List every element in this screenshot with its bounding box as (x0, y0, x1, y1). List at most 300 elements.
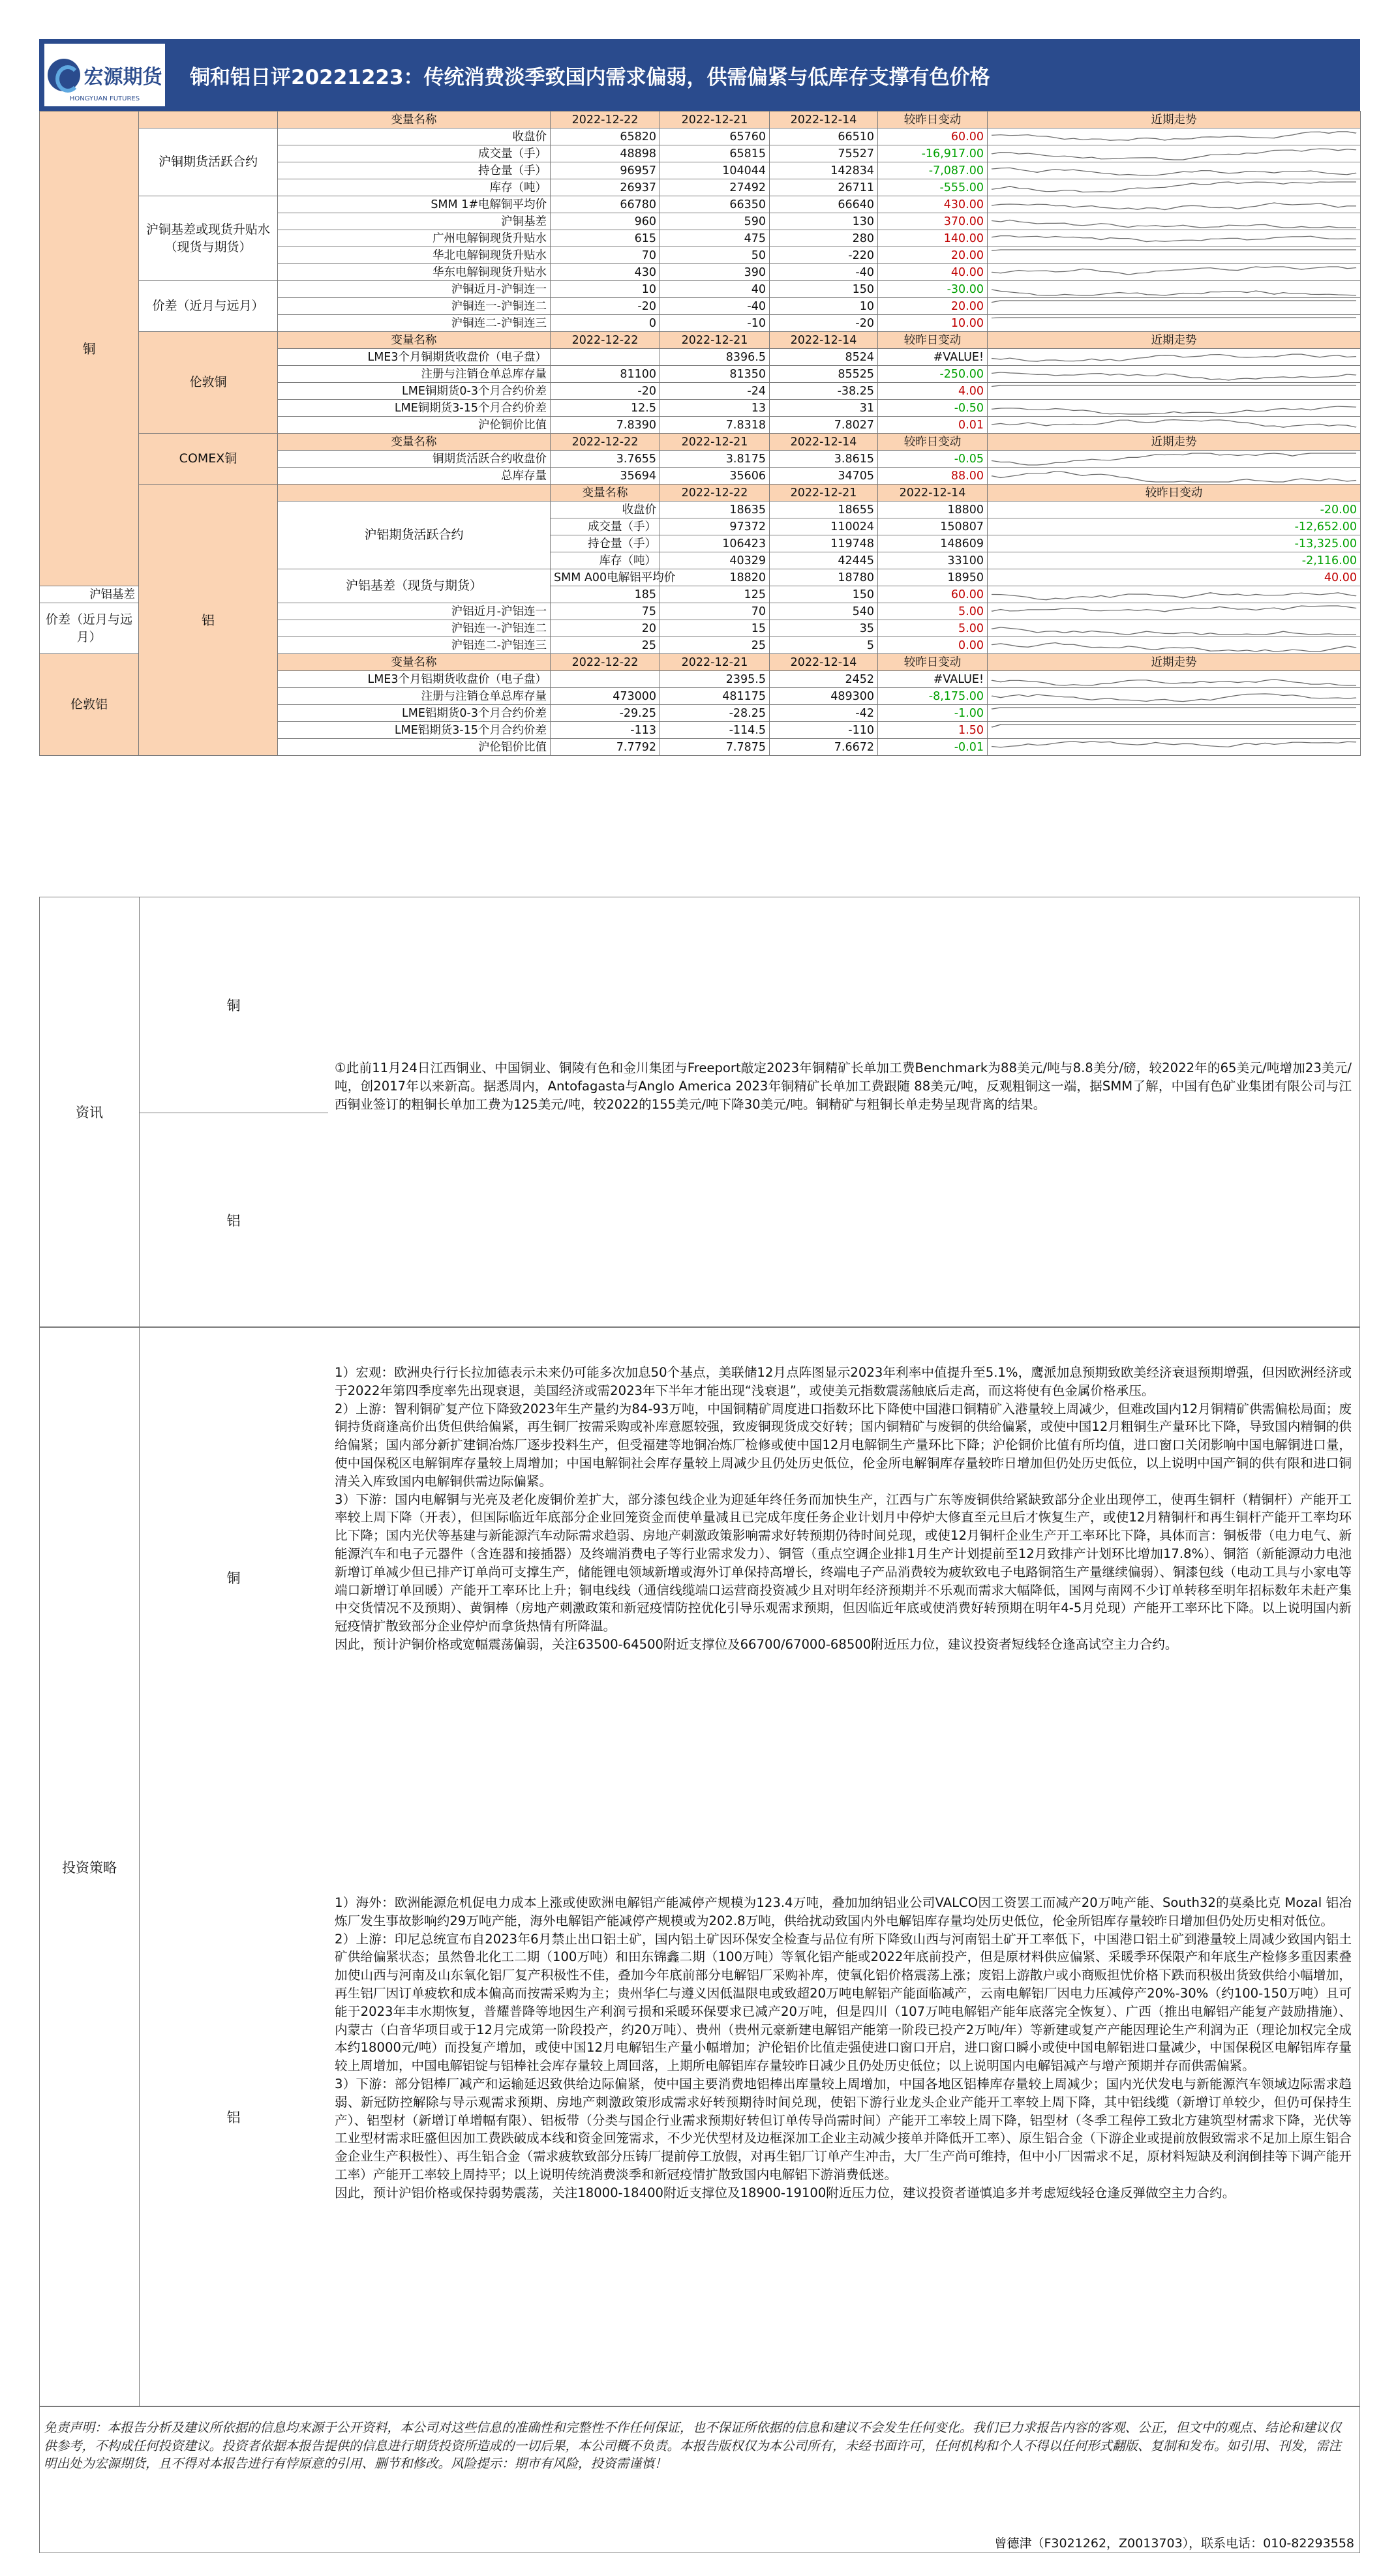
value-cell: 390 (660, 264, 770, 281)
value-cell: 18635 (660, 502, 770, 518)
group-cell: 伦敦铜 (139, 332, 278, 434)
trend-sparkline (992, 468, 1356, 484)
trend-cell (988, 281, 1361, 298)
value-cell: 2395.5 (660, 671, 770, 688)
value-cell: 475 (660, 230, 770, 247)
change-cell: -0.05 (878, 451, 988, 468)
trend-cell (988, 298, 1361, 315)
header-value: 较昨日变动 (988, 485, 1361, 502)
strategy-copper-para: 3）下游：国内电解铜与光亮及老化废铜价差扩大，部分漆包线企业为迎延年终任务而加快生产，江西与广东等废铜供给紧缺致部分企业出现停工，使再生铜杆（精铜杆）产能开工率较上周下降（开表），但国际临近年底部分企业回笼资金而使单量减且已完成年度任务企业计划月中停炉大修直至元旦后才恢复生产，或使12月精铜杆和再生铜杆产能开工率均环比下降；国内光伏等基建与新能源汽车动际需求趋弱、房地产刺激政策影响需求好转预期仍待时间兑现，或使12月铜杆企业生产开工率环比下降，具体而言：铜板带（电力电气、新能源汽车和电子元器件（含连器和接插器）及终端消费电子等行业需求发力）、铜管（重点空调企业排1月生产计划提前至12月致排产计划环比增加17.8%）、铜箔（新能源动力电池新增订单减少但已排产订单尚可支撑生产，储能锂电领域新增或海外订单保持高增长，终端电子产品消费较为疲软致电子电路铜箔生产量继续偏弱）、铜漆包线（电动工具与小家电等端口新增订单回暖）产能开工率环比上升；铜电线线（通信线缆端口运营商投资减少且对明年经济预期并不乐观而需求大幅降低，国网与南网不少订单转移至明年招标数年未赶产集中交货情况不及预期）、黄铜棒（房地产刺激政策和新冠疫情防控优化引导乐观需求预期，但因临近年底或使消费好转预期在明年4-5月兑现）产能开工率环比下降。以上说明国内新冠疫情扩散致部分企业停炉而拿货热情有所降温。 (335, 1491, 1352, 1634)
trend-cell (988, 196, 1361, 213)
value-cell: -24 (660, 383, 770, 400)
value-cell: 66510 (770, 128, 878, 145)
analyst-contact: 曾德津（F3021262，Z0013703），联系电话：010-82293558 (994, 2536, 1354, 2551)
change-cell: -0.50 (878, 400, 988, 417)
trend-sparkline (992, 689, 1356, 704)
trend-line (992, 708, 1356, 709)
strategy-copper-text (335, 1364, 1352, 1654)
value-cell: 27492 (660, 179, 770, 196)
value-cell: 142834 (770, 162, 878, 179)
strategy-aluminum-label: 铝 (226, 2110, 241, 2125)
change-cell: 88.00 (878, 468, 988, 485)
variable-name: 注册与注销仓单总库存量 (278, 688, 551, 705)
value-cell: 31 (770, 400, 878, 417)
trend-sparkline (992, 180, 1356, 196)
value-cell: 81350 (660, 366, 770, 383)
value-cell: -42 (770, 705, 878, 722)
value-cell: 540 (770, 603, 878, 620)
trend-sparkline (992, 248, 1356, 263)
variable-name: 沪伦铝价比值 (278, 739, 551, 756)
trend-sparkline (992, 316, 1356, 331)
value-cell: 18950 (878, 569, 988, 586)
group-cell: 价差（近月与远月） (139, 281, 278, 332)
trend-sparkline (992, 231, 1356, 247)
change-cell: 430.00 (878, 196, 988, 213)
value-cell: 7.7792 (551, 739, 660, 756)
strategy-aluminum-para: 3）下游：部分铝棒厂减产和运输延迟致供给边际偏紧，使中国主要消费地铝棒出库量较上周增加，中国各地区铝棒库存量较上周减少；国内光伏发电与新能源汽车领域边际需求趋弱、新冠防控解除与导示观需求预期、房地产刺激政策形成需求好转预期待时间兑现，使铝下游行业龙头企业产能开工率较上周下降，其中铝线缆（新增订单较少，但仍可保持生产）、铝型材（新增订单增幅有限）、铝板带（分类与国企行业需求预期好转但订单传导尚需时间）产能开工率较上周下降，铝型材（冬季工程停工致北方建筑型材需求下降，光伏等工业型材需求旺盛但因加工费跌破成本线和资金回笼需求，不少光伏型材及边框深加工企业主动减少接单并降低开工率）、原生铝合金（下游企业或提前放假致需求不足加上原生铝合金企业生产积极性）、再生铝合金（需求疲软致部分压铸厂提前停工放假，对再生铝厂订单产生冲击，大厂生产尚可维持，但中小厂因需求不足，原材料短缺及利润倒挂等下调产能开工率）产能开工率较上周持平；以上说明传统消费淡季和新冠疫情扩散致国内电解铝下游消费低迷。 (335, 2076, 1352, 2182)
trend-cell (988, 145, 1361, 162)
group-cell: COMEX铜 (139, 434, 278, 485)
variable-name: 成交量（手） (278, 145, 551, 162)
value-cell: 26937 (551, 179, 660, 196)
value-cell: 35694 (551, 468, 660, 485)
change-cell: 10.00 (878, 315, 988, 332)
variable-name: LME3个月铝期货收盘价（电子盘） (278, 671, 551, 688)
table-header-row (40, 332, 1361, 349)
strategy-aluminum-para: 2）上游：印尼总统宣布自2023年6月禁止出口铝土矿，国内铝土矿因环保安全检查与品位有所下降致山西与河南铝土矿开工率低下，中国港口铝土矿到港量较上周减少致国内铝土矿供给偏紧状态；虽然鲁北化工二期（100万吨）和田东锦鑫二期（100万吨）等氧化铝产能或2022年底前投产，但是原材料供应偏紧、采暖季环保限产和年底生产检修多重因素叠加使山西与河南及山东氧化铝厂复产积极性不佳，叠加今年底前部分电解铝厂采购补库，使氧化铝价格震荡上涨；废铝上游散户或小商贩担忧价格下跌而积极出货致供给小幅增加，再生铝厂因订单疲软和成本偏高而按需采购为主；贵州华仁与遵义因低温限电或致超20万吨电解铝产能面临减产，云南电解铝厂因电力压减停产20%-30%（约100-150万吨）且可能于2023年丰水期恢复，普耀普降等地因生产利润亏损和采暖环保要求已减产20万吨，但是四川（107万吨电解铝产能年底落完全恢复）、广西（推出电解铝产能复产鼓励措施）、内蒙古（白音华项目或于12月完成第一阶段投产，约20万吨）、贵州（贵州元豪新建电解铝产能第一阶段已投产2万吨/年）等新建或复产产能因理论生产利润为正（理论加权完全成本约18000元/吨）而投复产增加，或使中国12月电解铝生产量小幅增加；沪伦铝价比值走强使进口窗口开启，进口窗口瞬小或使中国电解铝进口量减少，中国保税区电解铝库存量较上周增加，中国电解铝锭与铝棒社会库存量较上周回落，上期所电解铝库存量较昨日减少且仍处历史低位；以上说明国内电解铝减产与增产预期并存而供需偏紧。 (335, 1931, 1352, 2074)
trend-sparkline (992, 214, 1356, 230)
trend-line (992, 131, 1356, 140)
trend-cell (988, 213, 1361, 230)
trend-cell (988, 586, 1361, 603)
value-cell: 615 (551, 230, 660, 247)
variable-name: 库存（吨） (551, 552, 660, 569)
value-cell: 5 (770, 637, 878, 654)
value-cell: 590 (660, 213, 770, 230)
trend-line (992, 301, 1356, 303)
variable-name: LME3个月铜期货收盘价（电子盘） (278, 349, 551, 366)
value-cell: 489300 (770, 688, 878, 705)
trend-line (992, 693, 1356, 701)
trend-cell (988, 400, 1361, 417)
trend-sparkline (992, 417, 1356, 433)
value-cell: 10 (551, 281, 660, 298)
variable-name: 广州电解铜现货升贴水 (278, 230, 551, 247)
value-cell: 25 (660, 637, 770, 654)
value-cell: 2452 (770, 671, 878, 688)
header-value: 较昨日变动 (878, 332, 988, 349)
variable-name: 铜期货活跃合约收盘价 (278, 451, 551, 468)
group-cell (139, 112, 278, 128)
value-cell: -10 (660, 315, 770, 332)
header-variable: 变量名称 (278, 332, 551, 349)
value-cell: 13 (660, 400, 770, 417)
value-cell: 7.6672 (770, 739, 878, 756)
change-cell: 140.00 (878, 230, 988, 247)
value-cell: 7.8318 (660, 417, 770, 434)
value-cell: -28.25 (660, 705, 770, 722)
trend-line (992, 741, 1356, 747)
trend-cell (988, 349, 1361, 366)
change-cell: #VALUE! (878, 349, 988, 366)
value-cell: 26711 (770, 179, 878, 196)
group-cell: 沪铜期货活跃合约 (139, 128, 278, 196)
value-cell: 20 (551, 620, 660, 637)
trend-line (992, 182, 1356, 192)
trend-sparkline (992, 350, 1356, 365)
header-value: 2022-12-21 (660, 434, 770, 451)
trend-line (992, 372, 1356, 380)
value-cell: 66640 (770, 196, 878, 213)
group-cell: 沪铜基差或现货升贴水（现货与期货） (139, 196, 278, 281)
logo-icon (48, 59, 80, 91)
change-cell: 370.00 (878, 213, 988, 230)
trend-line (992, 406, 1356, 414)
variable-name: 沪铝近月-沪铝连一 (278, 603, 551, 620)
trend-sparkline (992, 451, 1356, 467)
trend-cell (988, 383, 1361, 400)
header-value: 2022-12-22 (551, 112, 660, 128)
header-value: 2022-12-21 (660, 332, 770, 349)
change-cell: 20.00 (878, 247, 988, 264)
header-variable: 变量名称 (278, 434, 551, 451)
change-cell: -250.00 (878, 366, 988, 383)
change-cell: 5.00 (878, 620, 988, 637)
value-cell: 110024 (770, 518, 878, 535)
trend-cell (988, 315, 1361, 332)
trend-line (992, 642, 1356, 651)
news-aluminum-label: 铝 (226, 1213, 241, 1229)
variable-name: 沪铝基差 (40, 586, 139, 603)
trend-sparkline (992, 740, 1356, 755)
report-header (39, 39, 1360, 111)
value-cell: 18800 (878, 502, 988, 518)
value-cell: 33100 (878, 552, 988, 569)
header-trend: 近期走势 (988, 434, 1361, 451)
trend-sparkline (992, 129, 1356, 145)
trend-sparkline (992, 146, 1356, 162)
trend-cell (988, 264, 1361, 281)
change-cell: -16,917.00 (878, 145, 988, 162)
trend-line (992, 354, 1356, 361)
table-row (40, 281, 1361, 298)
variable-name: 成交量（手） (551, 518, 660, 535)
trend-line (992, 267, 1356, 275)
value-cell: 960 (551, 213, 660, 230)
value-cell: 430 (551, 264, 660, 281)
change-cell: 1.50 (878, 722, 988, 739)
trend-cell (988, 637, 1361, 654)
variable-name: 持仓量（手） (278, 162, 551, 179)
variable-name: LME铜期货3-15个月合约价差 (278, 400, 551, 417)
header-value: 2022-12-22 (551, 332, 660, 349)
variable-name: 收盘价 (278, 128, 551, 145)
value-cell: -110 (770, 722, 878, 739)
value-cell: 50 (660, 247, 770, 264)
market-data-table (39, 111, 1361, 756)
value-cell: 70 (551, 247, 660, 264)
group-cell: 价差（近月与远月） (40, 603, 139, 654)
trend-sparkline (992, 400, 1356, 416)
trend-sparkline (992, 621, 1356, 637)
value-cell: 10 (770, 298, 878, 315)
group-cell (278, 485, 551, 502)
variable-name: 收盘价 (551, 502, 660, 518)
trend-line (992, 592, 1356, 599)
company-logo (44, 44, 165, 106)
change-cell: 60.00 (878, 128, 988, 145)
value-cell: 3.7655 (551, 451, 660, 468)
variable-name: 沪铜连一-沪铜连二 (278, 298, 551, 315)
header-trend: 近期走势 (988, 332, 1361, 349)
trend-line (992, 385, 1356, 387)
value-cell: 7.7875 (660, 739, 770, 756)
trend-sparkline (992, 367, 1356, 382)
news-section (39, 897, 1360, 1327)
value-cell: 473000 (551, 688, 660, 705)
trend-sparkline (992, 383, 1356, 399)
strategy-section (39, 1327, 1360, 2406)
variable-name: LME铜期货0-3个月合约价差 (278, 383, 551, 400)
logo-text: 宏源期货 (83, 66, 162, 89)
variable-name: 沪伦铜价比值 (278, 417, 551, 434)
trend-sparkline (992, 638, 1356, 653)
value-cell: -38.25 (770, 383, 878, 400)
value-cell: 481175 (660, 688, 770, 705)
value-cell: 125 (660, 586, 770, 603)
trend-cell (988, 366, 1361, 383)
table-row (40, 196, 1361, 213)
value-cell: 18780 (770, 569, 878, 586)
variable-name: 持仓量（手） (551, 535, 660, 552)
value-cell (551, 349, 660, 366)
header-trend: 近期走势 (988, 654, 1361, 671)
trend-line (992, 149, 1356, 160)
header-variable: 变量名称 (551, 485, 660, 502)
value-cell: 8396.5 (660, 349, 770, 366)
group-cell: 伦敦铝 (40, 654, 139, 756)
change-cell: -30.00 (878, 281, 988, 298)
header-value: 2022-12-14 (770, 654, 878, 671)
table-header-row (40, 112, 1361, 128)
header-value: 2022-12-22 (551, 434, 660, 451)
trend-cell (988, 468, 1361, 485)
change-cell: -0.01 (878, 739, 988, 756)
variable-name: LME铝期货0-3个月合约价差 (278, 705, 551, 722)
value-cell: -29.25 (551, 705, 660, 722)
value-cell: 85525 (770, 366, 878, 383)
variable-name: 沪铜连二-沪铜连三 (278, 315, 551, 332)
strategy-copper-para: 1）宏观：欧洲央行行长拉加德表示未来仍可能多次加息50个基点，美联储12月点阵图显示2023年利率中值提升至5.1%，鹰派加息预期致欧美经济衰退预期增强，但因欧洲经济或于2022年第四季度率先出现衰退，美国经济或需2023年下半年才能出现“浅衰退”，或使美元指数震荡触底后走高，而这将使有色金属价格承压。 (335, 1365, 1352, 1398)
variable-name: 沪铜基差 (278, 213, 551, 230)
table-header-row (40, 434, 1361, 451)
header-value: 较昨日变动 (878, 434, 988, 451)
value-cell: 150 (770, 586, 878, 603)
change-cell: 60.00 (878, 586, 988, 603)
strategy-copper-para: 因此，预计沪铜价格或宽幅震荡偏弱，关注63500-64500附近支撑位及66700/67000-68500附近压力位，建议投资者短线轻仓逢高试空主力合约。 (335, 1636, 1178, 1652)
table-row (40, 128, 1361, 145)
change-cell: #VALUE! (878, 671, 988, 688)
disclaimer-text: 免责声明：本报告分析及建议所依据的信息均来源于公开资料，本公司对这些信息的准确性和完整性不作任何保证，也不保证所依据的信息和建议不会发生任何变化。我们已力求报告内容的客观、公正，但文中的观点、结论和建议仅供参考，不构成任何投资建议。投资者依据本报告提供的信息进行期货投资所造成的一切后果，本公司概不负责。本报告版权仅为本公司所有，未经书面许可，任何机构和个人不得以任何形式翻版、复制和发布。如引用、刊发，需注明出处为宏源期货，且不得对本报告进行有悖原意的引用、删节和修改。风险提示：期市有风险，投资需谨慎！ (44, 2420, 1342, 2471)
trend-cell (988, 179, 1361, 196)
trend-line (992, 168, 1356, 175)
group-cell: 沪铝基差（现货与期货） (278, 569, 551, 603)
value-cell: -20 (551, 383, 660, 400)
change-cell: 20.00 (878, 298, 988, 315)
value-cell: 150807 (878, 518, 988, 535)
value-cell: -20 (551, 298, 660, 315)
trend-cell (988, 247, 1361, 264)
trend-line (992, 235, 1356, 241)
value-cell: 65760 (660, 128, 770, 145)
trend-cell (988, 671, 1361, 688)
strategy-copper-label: 铜 (226, 1570, 241, 1586)
trend-line (992, 471, 1356, 481)
value-cell: 3.8175 (660, 451, 770, 468)
value-cell: 40 (660, 281, 770, 298)
value-cell: 40329 (660, 552, 770, 569)
value-cell: 48898 (551, 145, 660, 162)
value-cell: 104044 (660, 162, 770, 179)
trend-cell (988, 230, 1361, 247)
value-cell: 119748 (770, 535, 878, 552)
trend-sparkline (992, 299, 1356, 314)
trend-cell (988, 739, 1361, 756)
category-cell: 铝 (139, 485, 278, 756)
value-cell: 185 (551, 586, 660, 603)
value-cell: 0 (551, 315, 660, 332)
value-cell: 34705 (770, 468, 878, 485)
value-cell: 81100 (551, 366, 660, 383)
header-value: 较昨日变动 (878, 112, 988, 128)
value-cell: -113 (551, 722, 660, 739)
value-cell: 130 (770, 213, 878, 230)
trend-sparkline (992, 672, 1356, 687)
variable-name: 总库存量 (278, 468, 551, 485)
header-value: 2022-12-14 (878, 485, 988, 502)
header-value: 2022-12-21 (770, 485, 878, 502)
strategy-aluminum-para: 1）海外：欧洲能源危机促电力成本上涨或使欧洲电解铝产能减停产规模为123.4万吨，叠加加纳铝业公司VALCO因工资罢工而减产20万吨产能、South32的莫桑比克 Mozal 铝冶炼厂发生事故影响约29万吨产能，海外电解铝产能减停产规模或为202.8万吨，供给扰动致国内外电解铝库存量均处历史低位，伦金所铝库存量较昨日增加但仍处历史相对低位。 (335, 1895, 1352, 1928)
variable-name: 沪铝连一-沪铝连二 (278, 620, 551, 637)
value-cell: 15 (660, 620, 770, 637)
value-cell: 25 (551, 637, 660, 654)
trend-sparkline (992, 604, 1356, 620)
news-copper-label: 铜 (139, 897, 328, 1113)
trend-line (992, 220, 1356, 228)
value-cell: 150 (770, 281, 878, 298)
header-value: 2022-12-14 (770, 112, 878, 128)
variable-name: 华北电解铜现货升贴水 (278, 247, 551, 264)
header-value: 2022-12-14 (770, 434, 878, 451)
news-copper-text: ①此前11月24日江西铜业、中国铜业、铜陵有色和金川集团与Freeport敲定2023年铜精矿长单加工费Benchmark为88美元/吨与8.8美分/磅，较2022年的65美元/吨增加23美元/吨，创2017年以来新高。据悉周内，Antofagasta与Anglo America 2023年铜精矿长单加工费跟随 88美元/吨，反观粗铜这一端，据SMM了解，中国有色矿业集团有限公司与江西铜业签订的粗铜长单加工费为125美元/吨，较2022的155美元/吨下降30美元/吨。铜精矿与粗铜长单走势呈现背离的结果。 (335, 1060, 1352, 1112)
value-cell: -40 (770, 264, 878, 281)
value-cell: -114.5 (660, 722, 770, 739)
trend-sparkline (992, 197, 1356, 213)
value-cell: 70 (660, 603, 770, 620)
value-cell: 97372 (660, 518, 770, 535)
change-cell: -7,087.00 (878, 162, 988, 179)
value-cell: 148609 (878, 535, 988, 552)
disclaimer-box (39, 2406, 1360, 2553)
trend-sparkline (992, 265, 1356, 280)
variable-name: LME铝期货3-15个月合约价差 (278, 722, 551, 739)
trend-line (992, 679, 1356, 685)
change-cell: -13,325.00 (988, 535, 1361, 552)
category-cell: 铜 (40, 112, 139, 586)
header-value: 2022-12-21 (660, 654, 770, 671)
value-cell: 7.8027 (770, 417, 878, 434)
trend-cell (988, 162, 1361, 179)
strategy-aluminum-text (335, 1894, 1352, 2202)
trend-cell (988, 722, 1361, 739)
value-cell: 7.8390 (551, 417, 660, 434)
value-cell: 35606 (660, 468, 770, 485)
header-value: 较昨日变动 (878, 654, 988, 671)
value-cell: 3.8615 (770, 451, 878, 468)
value-cell: 75 (551, 603, 660, 620)
value-cell: 42445 (770, 552, 878, 569)
logo-subtext: HONGYUAN FUTURES (69, 95, 140, 102)
value-cell: 280 (770, 230, 878, 247)
value-cell: 96957 (551, 162, 660, 179)
trend-cell (988, 603, 1361, 620)
trend-cell (988, 451, 1361, 468)
variable-name: 沪铜近月-沪铜连一 (278, 281, 551, 298)
trend-line (992, 203, 1356, 210)
change-cell: -2,116.00 (988, 552, 1361, 569)
table-header-row (40, 485, 1361, 502)
header-variable: 变量名称 (278, 654, 551, 671)
variable-name: 库存（吨） (278, 179, 551, 196)
strategy-aluminum-para: 因此，预计沪铝价格或保持弱势震荡，关注18000-18400附近支撑位及18900-19100附近压力位，建议投资者谨慎追多并考虑短线轻仓逢反弹做空主力合约。 (335, 2185, 1236, 2200)
news-label: 资讯 (40, 897, 140, 1326)
value-cell: 75527 (770, 145, 878, 162)
value-cell (551, 671, 660, 688)
change-cell: 5.00 (878, 603, 988, 620)
trend-line (992, 606, 1356, 612)
value-cell: -20 (770, 315, 878, 332)
trend-cell (988, 128, 1361, 145)
value-cell: 18655 (770, 502, 878, 518)
trend-line (992, 419, 1356, 427)
variable-name: SMM A00电解铝平均价 (551, 569, 660, 586)
header-trend: 近期走势 (988, 112, 1361, 128)
trend-line (992, 453, 1356, 465)
header-variable: 变量名称 (278, 112, 551, 128)
trend-cell (988, 688, 1361, 705)
trend-sparkline (992, 723, 1356, 738)
value-cell: -40 (660, 298, 770, 315)
change-cell: 4.00 (878, 383, 988, 400)
trend-sparkline (992, 163, 1356, 179)
header-value: 2022-12-22 (660, 485, 770, 502)
trend-line (992, 290, 1356, 295)
change-cell: -12,652.00 (988, 518, 1361, 535)
change-cell: -1.00 (878, 705, 988, 722)
change-cell: -555.00 (878, 179, 988, 196)
value-cell: 65820 (551, 128, 660, 145)
header-value: 2022-12-14 (770, 332, 878, 349)
report-title: 铜和铝日评20221223：传统消费淡季致国内需求偏弱，供需偏紧与低库存支撑有色价格 (190, 65, 990, 89)
change-cell: 0.00 (878, 637, 988, 654)
value-cell: 66780 (551, 196, 660, 213)
value-cell: 106423 (660, 535, 770, 552)
change-cell: -8,175.00 (878, 688, 988, 705)
variable-name: 华东电解铜现货升贴水 (278, 264, 551, 281)
trend-sparkline (992, 706, 1356, 721)
trend-cell (988, 417, 1361, 434)
